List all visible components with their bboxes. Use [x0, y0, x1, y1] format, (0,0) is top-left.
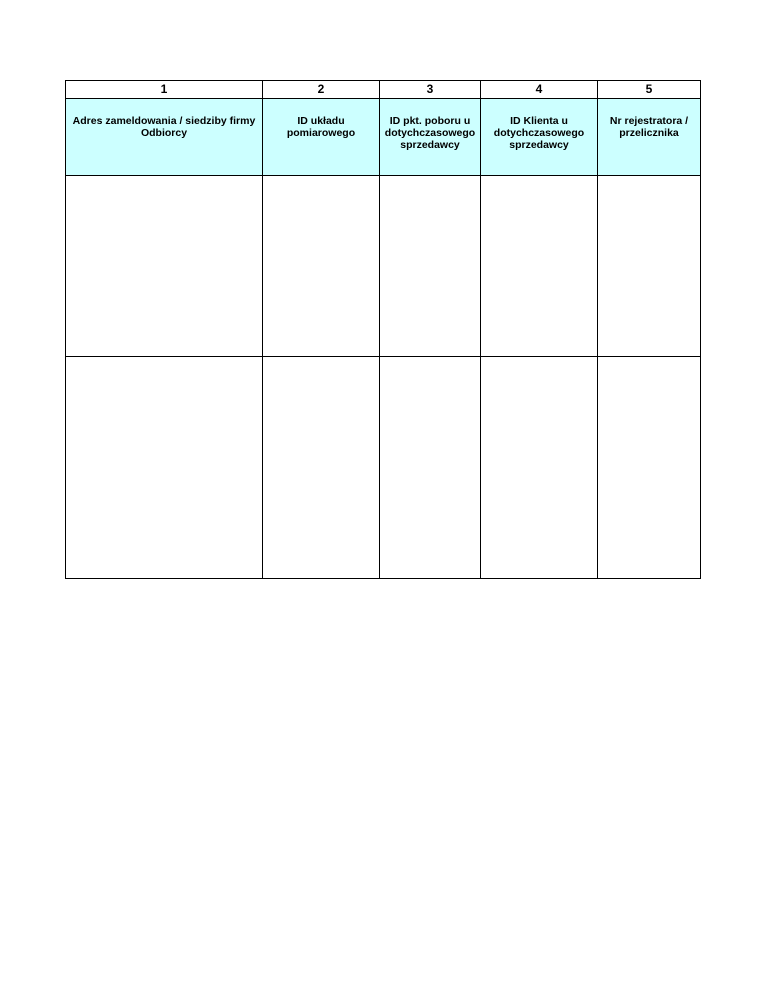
- header-address-label: Adres zameldowania / siedziby firmy Odbiorcy: [72, 115, 256, 139]
- table-cell[interactable]: [380, 176, 481, 357]
- column-number-2: 2: [263, 81, 380, 99]
- header-cell-address: [66, 99, 263, 176]
- header-cell-meter-id: [263, 99, 380, 176]
- header-client-id-label: ID Klienta u dotychczasowego sprzedawcy: [493, 115, 585, 151]
- header-point-id-label: ID pkt. poboru u dotychczasowego sprzedawcy: [384, 115, 476, 151]
- table-cell[interactable]: [66, 357, 263, 579]
- column-number-4: 4: [481, 81, 598, 99]
- table-row: [66, 357, 701, 579]
- table-row: [66, 176, 701, 357]
- header-cell-client-id: [481, 99, 598, 176]
- table-cell[interactable]: [263, 176, 380, 357]
- form-table: [65, 80, 701, 579]
- column-number-3: 3: [380, 81, 481, 99]
- header-meter-id-label: ID układu pomiarowego: [286, 115, 356, 139]
- column-number-row: [66, 81, 701, 99]
- table-cell[interactable]: [263, 357, 380, 579]
- table-cell[interactable]: [481, 357, 598, 579]
- table-cell[interactable]: [598, 357, 701, 579]
- header-cell-point-id: [380, 99, 481, 176]
- table-cell[interactable]: [380, 357, 481, 579]
- column-number-1: 1: [66, 81, 263, 99]
- table-cell[interactable]: [66, 176, 263, 357]
- header-recorder-no-label: Nr rejestratora / przelicznika: [609, 115, 689, 139]
- column-header-row: [66, 99, 701, 176]
- column-number-5: 5: [598, 81, 701, 99]
- header-cell-recorder-no: [598, 99, 701, 176]
- table-cell[interactable]: [481, 176, 598, 357]
- table-cell[interactable]: [598, 176, 701, 357]
